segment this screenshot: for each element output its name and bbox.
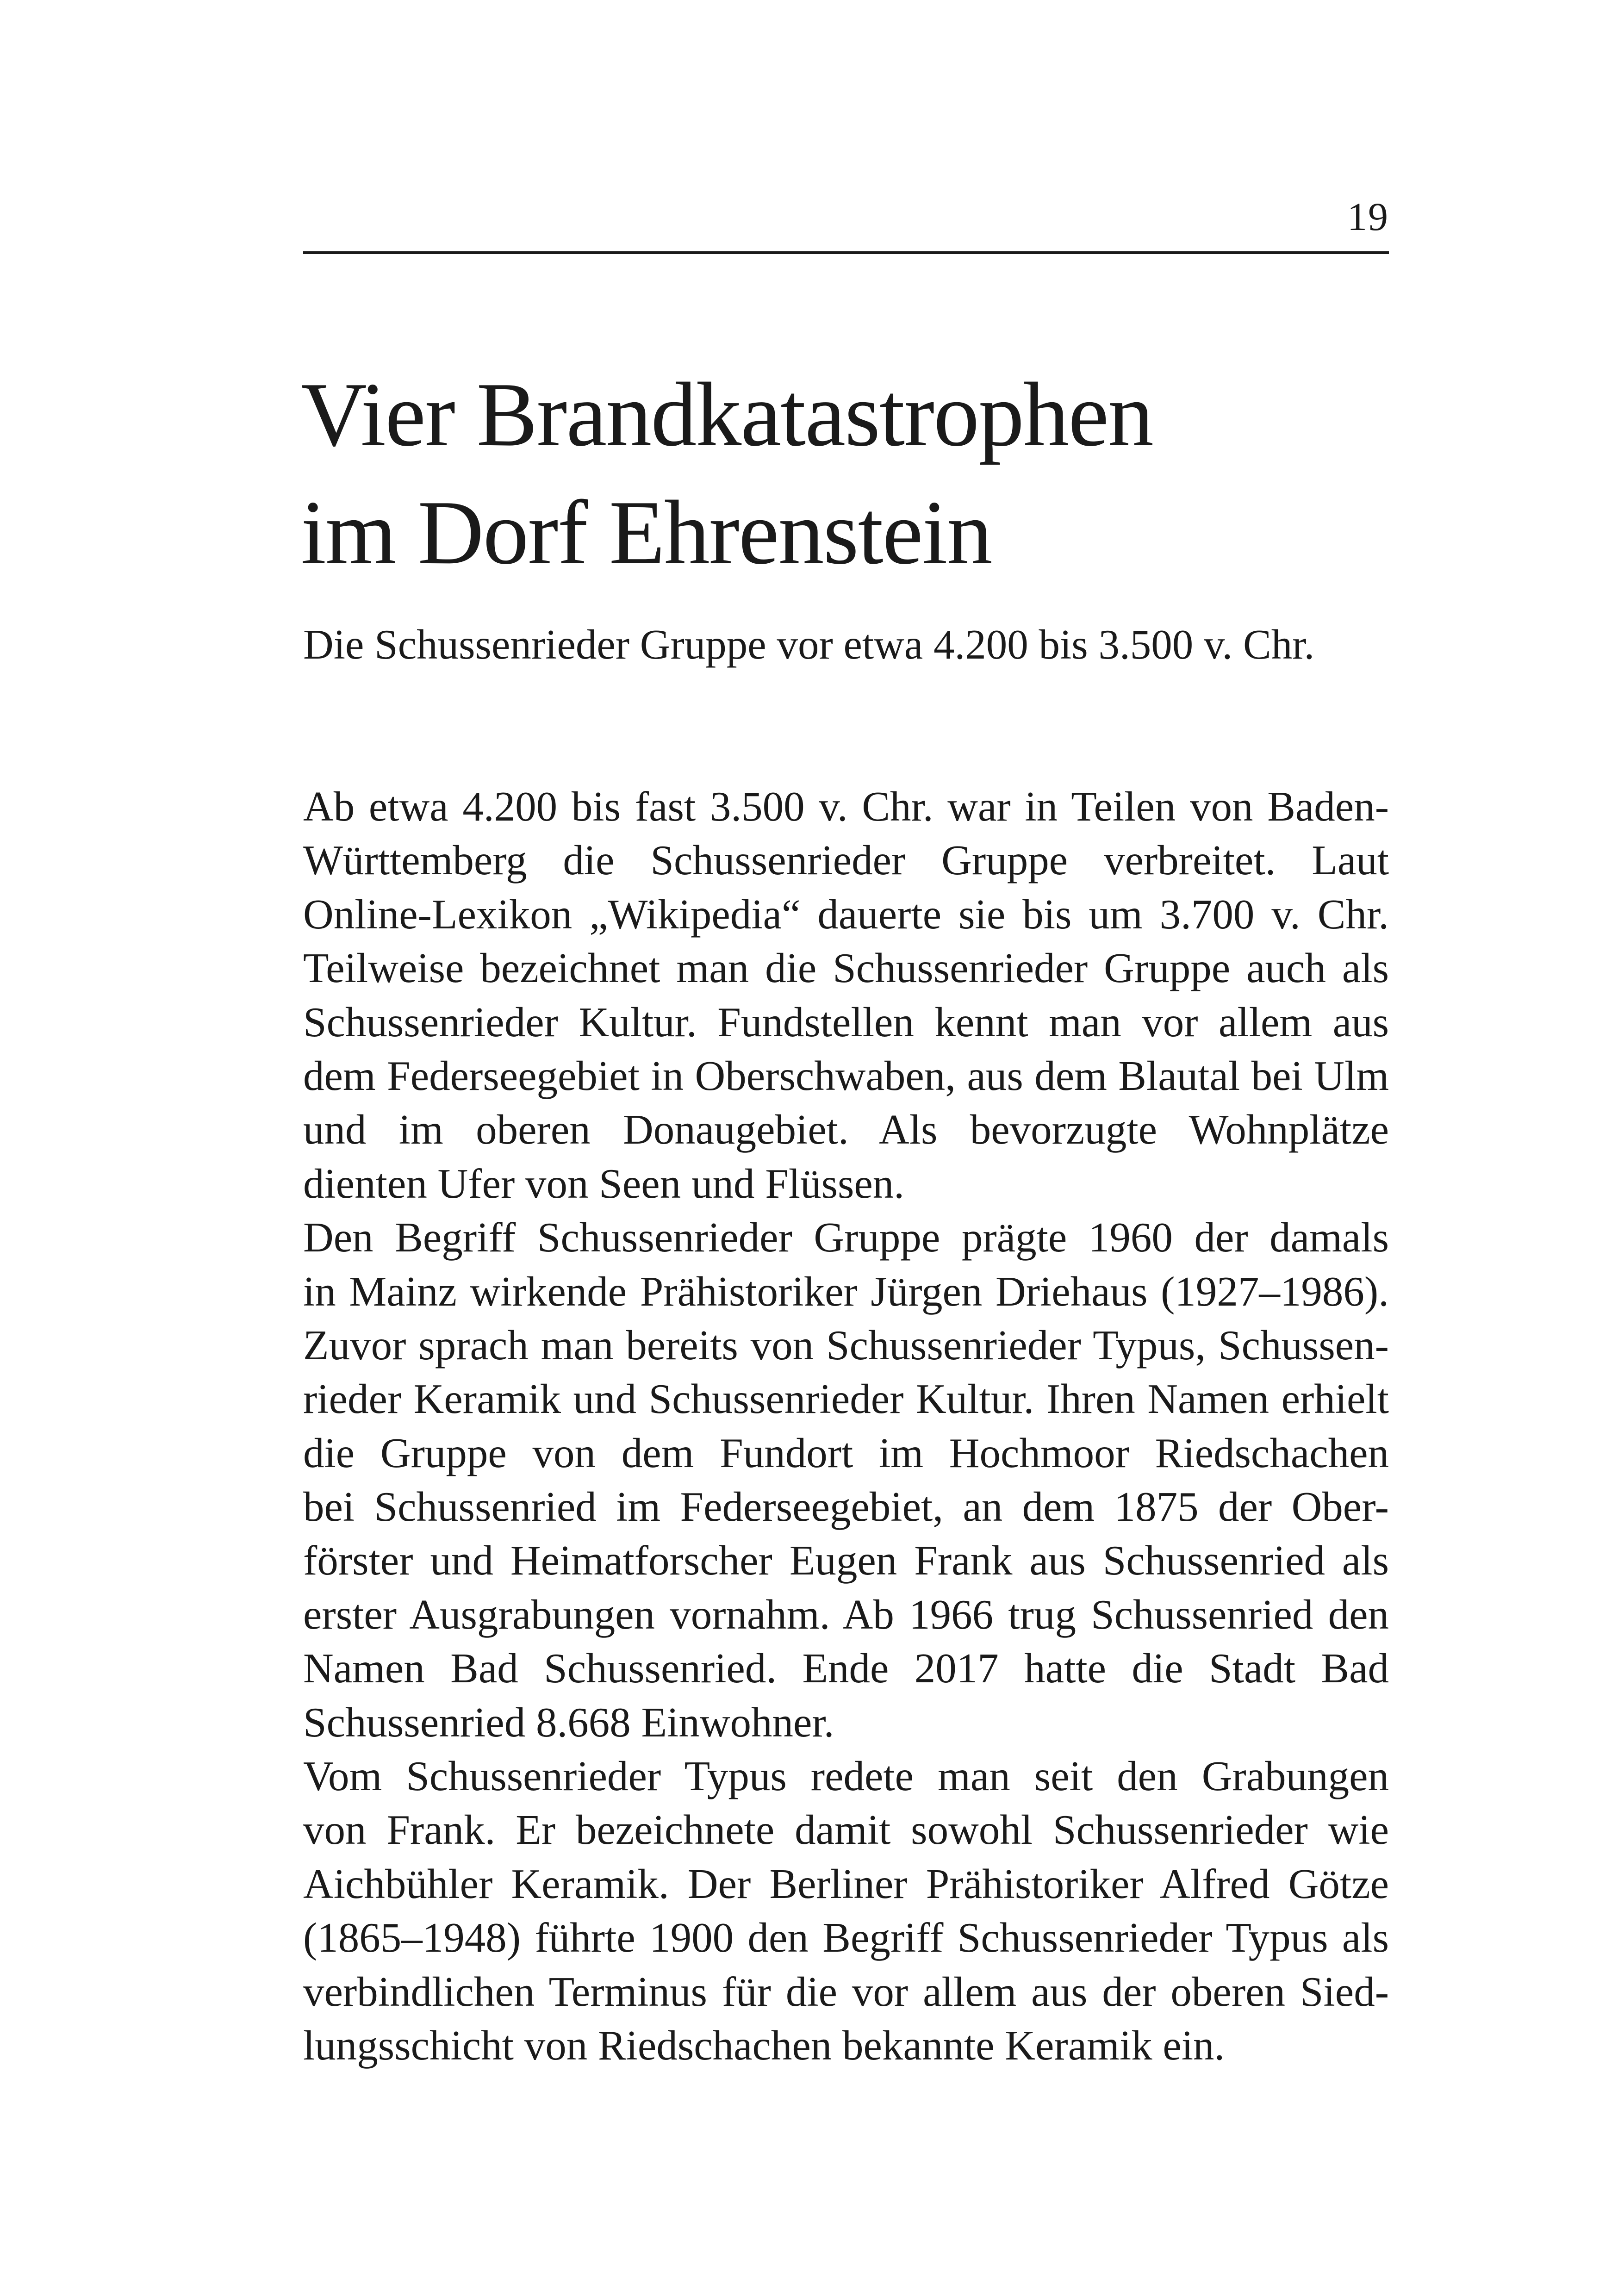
body-line: Schussenried 8.668 Einwohner. — [303, 1699, 834, 1746]
body-line: bei Schussenried im Federseegebiet, an dem 1875 der Ober- — [303, 1483, 1389, 1531]
body-text — [303, 780, 1389, 2072]
body-line: dienten Ufer von Seen und Flüssen. — [303, 1160, 905, 1207]
body-line: Ab etwa 4.200 bis fast 3.500 v. Chr. war in Teilen von Baden- — [303, 783, 1389, 830]
body-line: Den Begriff Schussenrieder Gruppe prägte 1960 der damals — [303, 1214, 1389, 1261]
body-line: in Mainz wirkende Prähistoriker Jürgen Driehaus (1927–1986). — [303, 1268, 1389, 1315]
body-line: rieder Keramik und Schussenrieder Kultur. Ihren Namen erhielt — [303, 1375, 1389, 1423]
header-rule — [303, 251, 1389, 254]
body-line: Zuvor sprach man bereits von Schussenrieder Typus, Schussen- — [303, 1321, 1389, 1369]
body-line: Vom Schussenrieder Typus redete man seit den Grabungen — [303, 1753, 1389, 1800]
body-line: von Frank. Er bezeichnete damit sowohl Schussenrieder wie — [303, 1806, 1389, 1854]
body-line: erster Ausgrabungen vornahm. Ab 1966 trug Schussenried den — [303, 1591, 1389, 1638]
body-line: und im oberen Donaugebiet. Als bevorzugte Wohnplätze — [303, 1106, 1389, 1153]
body-line: lungsschicht von Riedschachen bekannte Keramik ein. — [303, 2022, 1225, 2069]
body-line: (1865–1948) führte 1900 den Begriff Schussenrieder Typus als — [303, 1914, 1389, 1961]
body-line: förster und Heimatforscher Eugen Frank aus Schussenried als — [303, 1537, 1389, 1584]
body-line: dem Federseegebiet in Oberschwaben, aus dem Blautal bei Ulm — [303, 1052, 1389, 1099]
body-line: Schussenrieder Kultur. Fundstellen kennt man vor allem aus — [303, 998, 1389, 1045]
chapter-title — [301, 355, 1153, 591]
chapter-title-line-1: Vier Brandkatastrophen — [301, 364, 1153, 465]
page-number: 19 — [1347, 194, 1389, 239]
body-line: Aichbühler Keramik. Der Berliner Prähistoriker Alfred Götze — [303, 1860, 1389, 1907]
body-line: verbindlichen Terminus für die vor allem aus der oberen Sied- — [303, 1968, 1389, 2015]
body-line: Württemberg die Schussenrieder Gruppe verbreitet. Laut — [303, 837, 1389, 884]
body-line: Namen Bad Schussenried. Ende 2017 hatte die Stadt Bad — [303, 1645, 1389, 1692]
chapter-subtitle: Die Schussenrieder Gruppe vor etwa 4.200 bis 3.500 v. Chr. — [303, 621, 1315, 668]
chapter-title-line-2: im Dorf Ehrenstein — [301, 482, 992, 583]
body-line: Teilweise bezeichnet man die Schussenrieder Gruppe auch als — [303, 945, 1389, 992]
body-line: Online-Lexikon „Wikipedia“ dauerte sie bis um 3.700 v. Chr. — [303, 890, 1389, 938]
body-line: die Gruppe von dem Fundort im Hochmoor Riedschachen — [303, 1429, 1389, 1476]
